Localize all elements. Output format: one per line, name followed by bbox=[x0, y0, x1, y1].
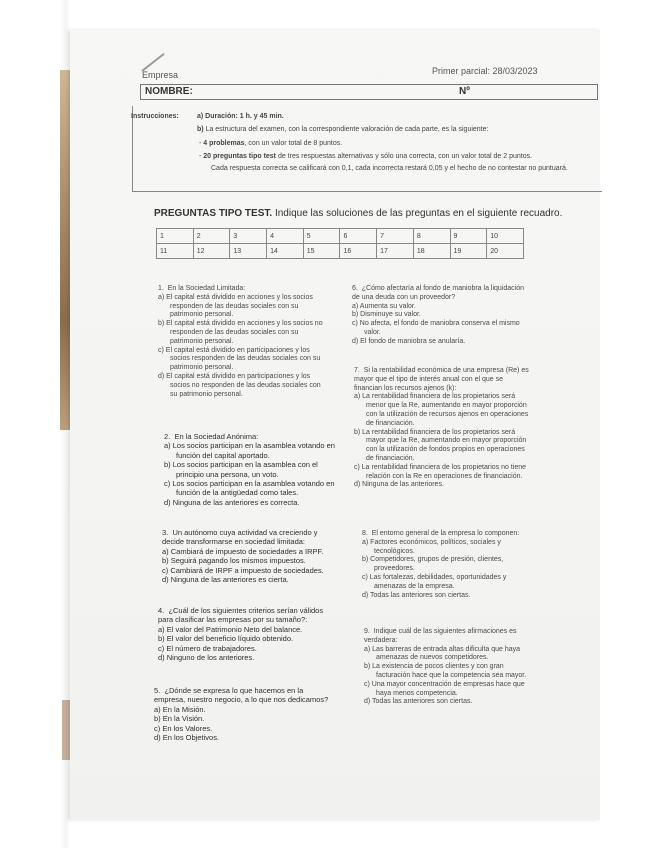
option-b: b) El valor del beneficio líquido obtenido. bbox=[158, 634, 294, 644]
option-a: a) Los socios participan en la asamblea votando en función del capital aportado. bbox=[164, 441, 335, 460]
question-text: ¿Cuál de los siguientes criterios serían válidos para clasificar las empresas por su tamaño?: bbox=[158, 606, 324, 625]
option-d: d) Ninguna de las anteriores es cierta. bbox=[162, 575, 289, 585]
option-b: b) Disminuye su valor. bbox=[352, 311, 421, 319]
option-a: a) El capital está dividido en acciones y los socios responden de las deudas sociales con su patrimonio personal. bbox=[158, 293, 313, 319]
option-d: d) El capital está dividido en participaciones y los socios no responden de las deudas sociales con su patrimonio personal. bbox=[158, 372, 321, 398]
option-d: d) Ninguna de las anteriores es correcta. bbox=[164, 497, 300, 507]
option-c: c) El capital está dividido en participaciones y los socios responden de las deudas sociales con su patrimonio personal. bbox=[158, 346, 321, 372]
question-8 bbox=[362, 530, 532, 600]
answer-cell[interactable]: 8 bbox=[413, 229, 450, 244]
question-6 bbox=[352, 285, 528, 347]
option-a: a) Aumenta su valor. bbox=[352, 302, 416, 310]
option-a: a) Cambiará de impuesto de sociedades a IRPF. bbox=[162, 546, 324, 556]
answer-cell[interactable]: 11 bbox=[157, 244, 194, 259]
name-label: NOMBRE: bbox=[145, 86, 193, 97]
option-a: a) En la Misión. bbox=[154, 704, 206, 714]
test-title-bold: PREGUNTAS TIPO TEST. bbox=[154, 208, 273, 219]
question-9 bbox=[364, 628, 534, 707]
question-number: 4. bbox=[158, 606, 165, 615]
answer-grid-row bbox=[157, 229, 524, 244]
option-d: d) Todas las anteriores son ciertas. bbox=[362, 591, 471, 599]
question-text: En la Sociedad Anónima: bbox=[174, 432, 259, 441]
answer-cell[interactable]: 18 bbox=[413, 244, 450, 259]
question-text: El entorno general de la empresa lo componen: bbox=[371, 530, 520, 537]
number-label: Nº bbox=[459, 86, 470, 97]
instructions-b-prefix: b) bbox=[197, 126, 204, 133]
question-number: 6. bbox=[352, 285, 358, 292]
bullet-test-rest: de tres respuestas alternativas y sólo una correcta, con un valor total de 2 puntos. bbox=[276, 153, 533, 160]
question-text: ¿Cómo afectaría al fondo de maniobra la liquidación de una deuda con un proveedor? bbox=[352, 285, 524, 301]
option-c: c) Una mayor concentración de empresas hace que haya menos competencia. bbox=[364, 680, 525, 697]
answer-cell[interactable]: 5 bbox=[303, 229, 340, 244]
answer-cell[interactable]: 9 bbox=[450, 229, 487, 244]
instructions-bullet-test: - 20 preguntas tipo test de tres respuestas alternativas y sólo una correcta, con un valor total de 2 puntos. bbox=[199, 153, 533, 160]
option-d: d) En los Objetivos. bbox=[154, 733, 220, 743]
exam-title: Primer parcial: 28/03/2023 bbox=[432, 66, 538, 76]
question-1 bbox=[158, 285, 328, 399]
name-field bbox=[140, 84, 598, 100]
option-c: c) Los socios participan en la asamblea votando en función de la antigüedad como tales. bbox=[164, 479, 335, 498]
question-number: 8. bbox=[362, 530, 368, 537]
instructions-duration: a) Duración: 1 h. y 45 min. bbox=[197, 113, 284, 120]
question-number: 5. bbox=[154, 686, 161, 695]
answer-cell[interactable]: 19 bbox=[450, 244, 487, 259]
option-c: c) Las fortalezas, debilidades, oportunidades y amenazas de la empresa. bbox=[362, 573, 507, 590]
question-text: Un autónomo cuya actividad va creciendo y decide transformarse en sociedad limitada: bbox=[162, 528, 318, 547]
pen-mark bbox=[141, 53, 164, 72]
question-number: 9. bbox=[364, 628, 370, 635]
option-c: c) No afecta, el fondo de maniobra conserva el mismo valor. bbox=[352, 320, 520, 336]
question-stem bbox=[154, 686, 336, 705]
bullet-test-bold: 20 preguntas tipo test bbox=[203, 153, 277, 160]
option-a: a) Las barreras de entrada altas dificulta que haya amenazas de nuevos competidores. bbox=[364, 645, 521, 662]
question-text: ¿Dónde se expresa lo que hacemos en la empresa, nuestro negocio, a lo que nos dedicamos? bbox=[154, 686, 329, 705]
option-d: d) Ninguno de los anteriores. bbox=[158, 653, 255, 663]
instructions-label: Instrucciones: bbox=[131, 113, 179, 120]
question-stem bbox=[354, 367, 530, 393]
answer-cell[interactable]: 7 bbox=[377, 229, 414, 244]
answer-cell[interactable]: 3 bbox=[230, 229, 267, 244]
question-7 bbox=[354, 367, 530, 490]
option-b: b) En la Visión. bbox=[154, 714, 205, 724]
bullet-problems-rest: , con un valor total de 8 puntos. bbox=[244, 140, 343, 147]
answer-cell[interactable]: 2 bbox=[193, 229, 230, 244]
question-5 bbox=[154, 686, 336, 742]
instructions-scoring-note: Cada respuesta correcta se calificará con 0,1, cada incorrecta restará 0,05 y el hecho de no contestar no puntuará. bbox=[211, 165, 568, 172]
answer-cell[interactable]: 10 bbox=[487, 229, 524, 244]
answer-cell[interactable]: 12 bbox=[193, 244, 230, 259]
option-b: b) La existencia de pocos clientes y con gran facturación hace que la competencia sea mayor. bbox=[364, 663, 527, 679]
option-a: a) Factores económicos, políticos, sociales y tecnológicos. bbox=[362, 538, 501, 555]
answer-cell[interactable]: 15 bbox=[303, 244, 340, 259]
instructions-b-text: La estructura del examen, con la correspondiente valoración de cada parte, es la siguiente: bbox=[205, 126, 489, 133]
question-stem bbox=[364, 628, 534, 646]
option-c: c) En los Valores. bbox=[154, 723, 213, 733]
question-stem bbox=[352, 285, 528, 303]
option-d: d) Todas las anteriores son ciertas. bbox=[364, 698, 473, 706]
answer-grid bbox=[156, 228, 524, 259]
option-c: c) El número de trabajadores. bbox=[158, 643, 257, 653]
question-text: En la Sociedad Limitada: bbox=[167, 285, 246, 292]
option-d: d) El fondo de maniobra se anularía. bbox=[352, 337, 466, 345]
option-c: c) La rentabilidad financiera de los propietarios no tiene relación con la Re en operaciones de financiación. bbox=[354, 463, 526, 480]
instructions-bullet-problems: - 4 problemas, con un valor total de 8 puntos. bbox=[199, 140, 343, 147]
option-a: a) El valor del Patrimonio Neto del balance. bbox=[158, 624, 303, 634]
question-stem bbox=[162, 528, 338, 547]
bullet-problems-bold: 4 problemas bbox=[203, 140, 245, 147]
answer-grid-row bbox=[157, 244, 524, 259]
answer-cell[interactable]: 6 bbox=[340, 229, 377, 244]
option-b: b) Seguirá pagando los mismos impuestos. bbox=[162, 556, 306, 566]
option-d: d) Ninguna de las anteriores. bbox=[354, 481, 444, 489]
option-a: a) La rentabilidad financiera de los propietarios será menor que la Re, aumentando en mayor proporción con la utilización de recursos ajenos en operaciones de financiación. bbox=[354, 393, 529, 427]
answer-cell[interactable]: 16 bbox=[340, 244, 377, 259]
answer-cell[interactable]: 4 bbox=[267, 229, 304, 244]
instructions-box bbox=[132, 106, 602, 192]
answer-cell[interactable]: 20 bbox=[487, 244, 524, 259]
question-number: 1. bbox=[158, 285, 164, 292]
answer-cell[interactable]: 13 bbox=[230, 244, 267, 259]
question-stem bbox=[164, 432, 340, 441]
exam-sheet bbox=[70, 30, 600, 820]
question-stem bbox=[362, 530, 532, 539]
question-number: 7. bbox=[354, 367, 360, 374]
question-stem bbox=[158, 606, 336, 625]
option-c: c) Cambiará de IRPF a impuesto de sociedades. bbox=[162, 565, 324, 575]
question-2 bbox=[164, 432, 340, 507]
option-b: b) Competidores, grupos de presión, clientes, proveedores. bbox=[362, 556, 504, 573]
option-b: b) Los socios participan en la asamblea con el principio una persona, un voto. bbox=[164, 460, 318, 479]
test-title-rest: Indique las soluciones de las preguntas en el siguiente recuadro. bbox=[272, 208, 563, 219]
answer-cell[interactable]: 1 bbox=[157, 229, 194, 244]
question-stem bbox=[158, 285, 328, 294]
option-b: b) El capital está dividido en acciones y los socios no responden de las deudas sociales con su patrimonio personal. bbox=[158, 320, 323, 345]
answer-cell[interactable]: 14 bbox=[267, 244, 304, 259]
instructions-structure bbox=[197, 125, 597, 135]
question-3 bbox=[162, 528, 338, 584]
test-section-title bbox=[154, 208, 594, 219]
answer-cell[interactable]: 17 bbox=[377, 244, 414, 259]
question-text: Si la rentabilidad económica de una empresa (Re) es mayor que el tipo de interés anual con el que se financian los recursos ajenos (k): bbox=[354, 367, 529, 392]
question-text: Indique cuál de las siguientes afirmaciones es verdadera: bbox=[364, 628, 517, 644]
question-4 bbox=[158, 606, 336, 662]
question-number: 3. bbox=[162, 528, 169, 537]
company-label: Empresa bbox=[142, 70, 179, 80]
option-b: b) La rentabilidad financiera de los propietarios será mayor que la Re, aumentando en mayor proporción con la utilización de fondos propios en operaciones de financiación. bbox=[354, 428, 527, 462]
question-number: 2. bbox=[164, 432, 171, 441]
